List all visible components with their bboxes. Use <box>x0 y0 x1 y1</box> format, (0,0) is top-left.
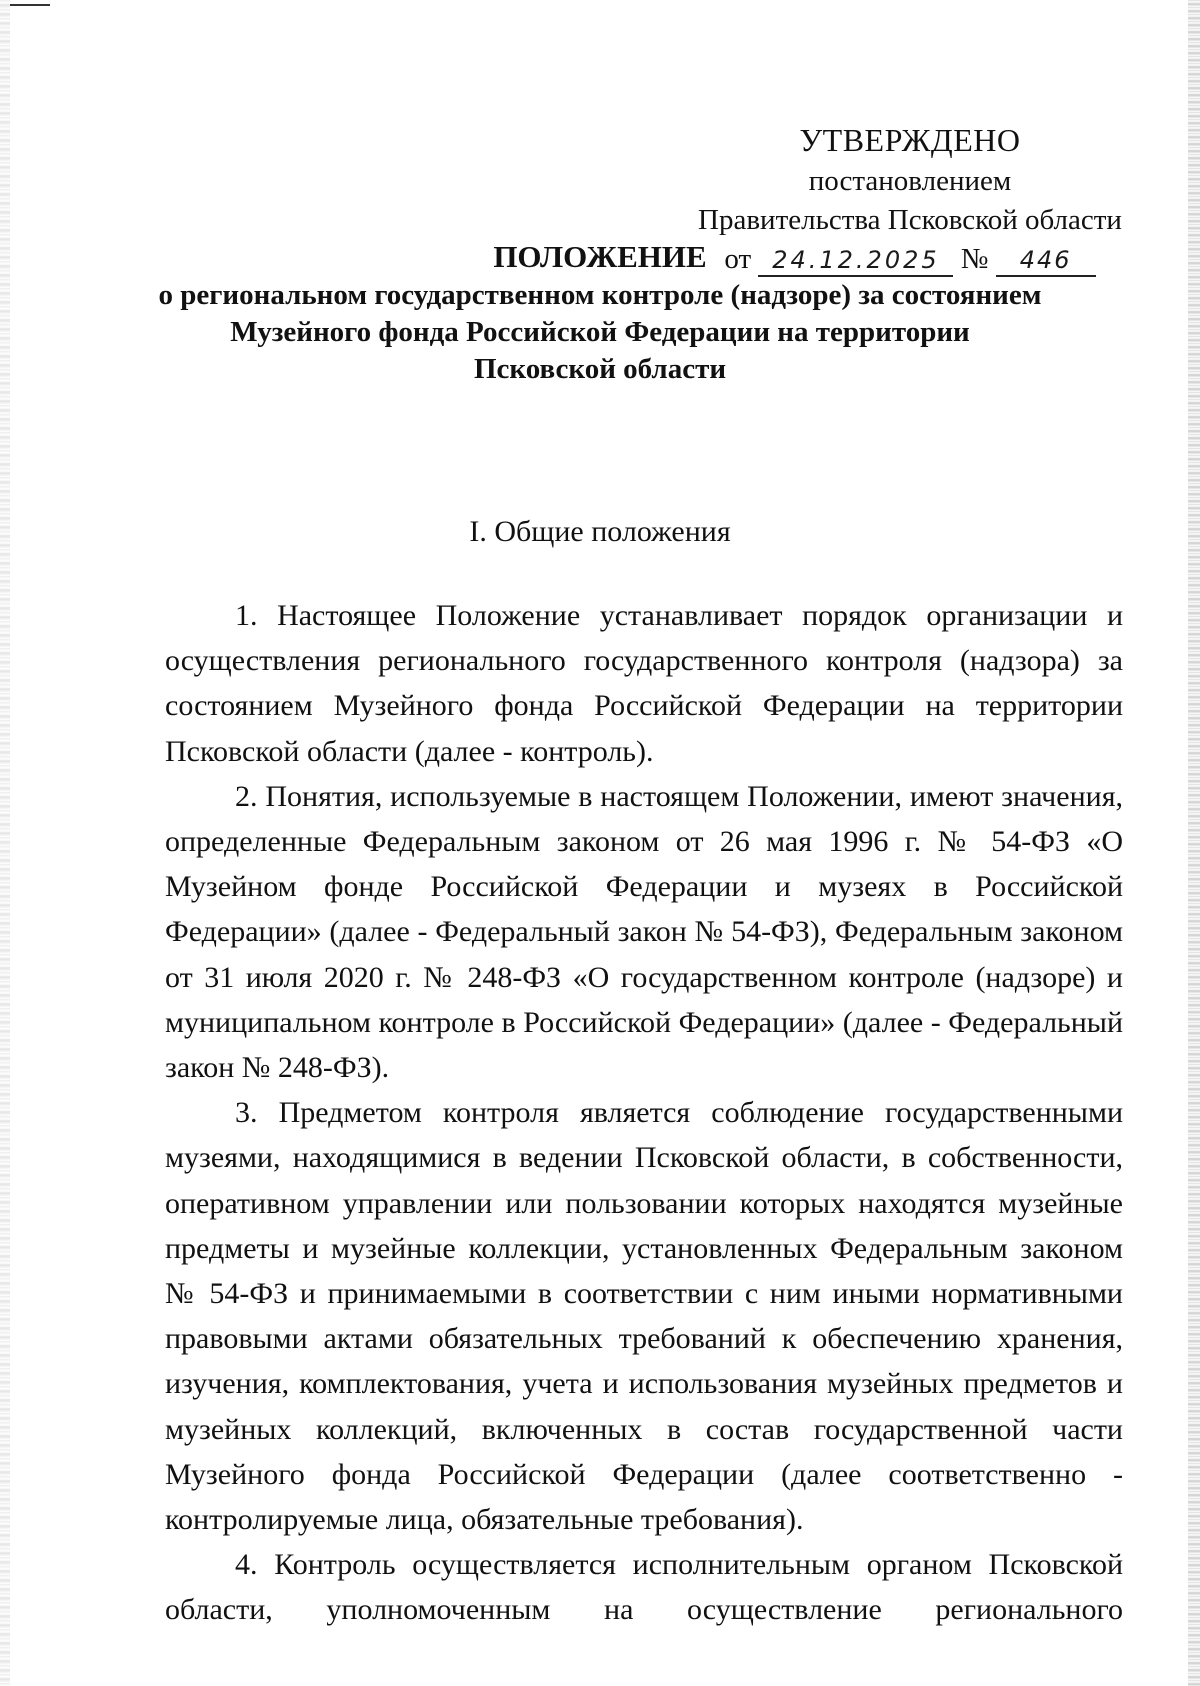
paragraph-2: 2. Понятия, используемые в настоящем Положении, имеют значения, определенные Федеральным законом от 26 мая 1996 г. № 54-ФЗ «О Музейном фонде Российской Федерации и музеях в Российской Федерации» (далее - Федеральный закон № 54-ФЗ), Федеральным законом от 31 июля 2020 г. № 248-ФЗ «О государственном контроле (надзоре) и муниципальном контроле в Российской Федерации» (далее - Федеральный закон № 248-ФЗ). <box>165 779 1123 1085</box>
paragraph-1: 1. Настоящее Положение устанавливает порядок организации и осуществления регионального государственного контроля (надзора) за состоянием Музейного фонда Российской Федерации на территории Псковской области (далее - контроль). <box>165 599 1123 768</box>
body-text <box>165 593 1123 1633</box>
title-line-2: Музейного фонда Российской Федерации на территории <box>230 316 970 348</box>
approval-heading: УТВЕРЖДЕНО <box>799 122 1021 158</box>
section-heading: I. Общие положения <box>469 515 731 548</box>
handwritten-number: 446 <box>996 245 1096 277</box>
corner-mark <box>10 4 50 6</box>
number-prefix: № <box>960 243 989 275</box>
handwritten-date: 24.12.2025 <box>758 245 953 277</box>
paragraph-4: 4. Контроль осуществляется исполнительным органом Псковской области, уполномоченным на осуществление регионального <box>165 1548 1123 1627</box>
approval-line-1: постановлением <box>808 165 1012 197</box>
title-line-3: Псковской области <box>473 353 727 385</box>
title-main: ПОЛОЖЕНИЕ <box>493 239 707 274</box>
paragraph-3: 3. Предметом контроля является соблюдение государственными музеями, находящимися в ведении Псковской области, в собственности, оперативном управлении или пользовании которых находятся музейные предметы и музейные коллекции, установленных Федеральным законом № 54-ФЗ и принимаемыми в соответствии с ним иными нормативными правовыми актами обязательных требований к обеспечению хранения, изучения, комплектования, учета и использования музейных предметов и музейных коллекций, включенных в состав государственной части Музейного фонда Российской Федерации (далее соответственно - контролируемые лица, обязательные требования). <box>165 1096 1123 1537</box>
approval-line-2: Правительства Псковской области <box>698 204 1122 236</box>
scan-edge-left <box>0 0 10 1686</box>
scan-edge-right <box>1188 0 1200 1686</box>
document-title <box>150 237 1050 388</box>
date-prefix: от <box>724 243 752 275</box>
title-line-1: о региональном государственном контроле (надзоре) за состоянием <box>158 279 1042 311</box>
